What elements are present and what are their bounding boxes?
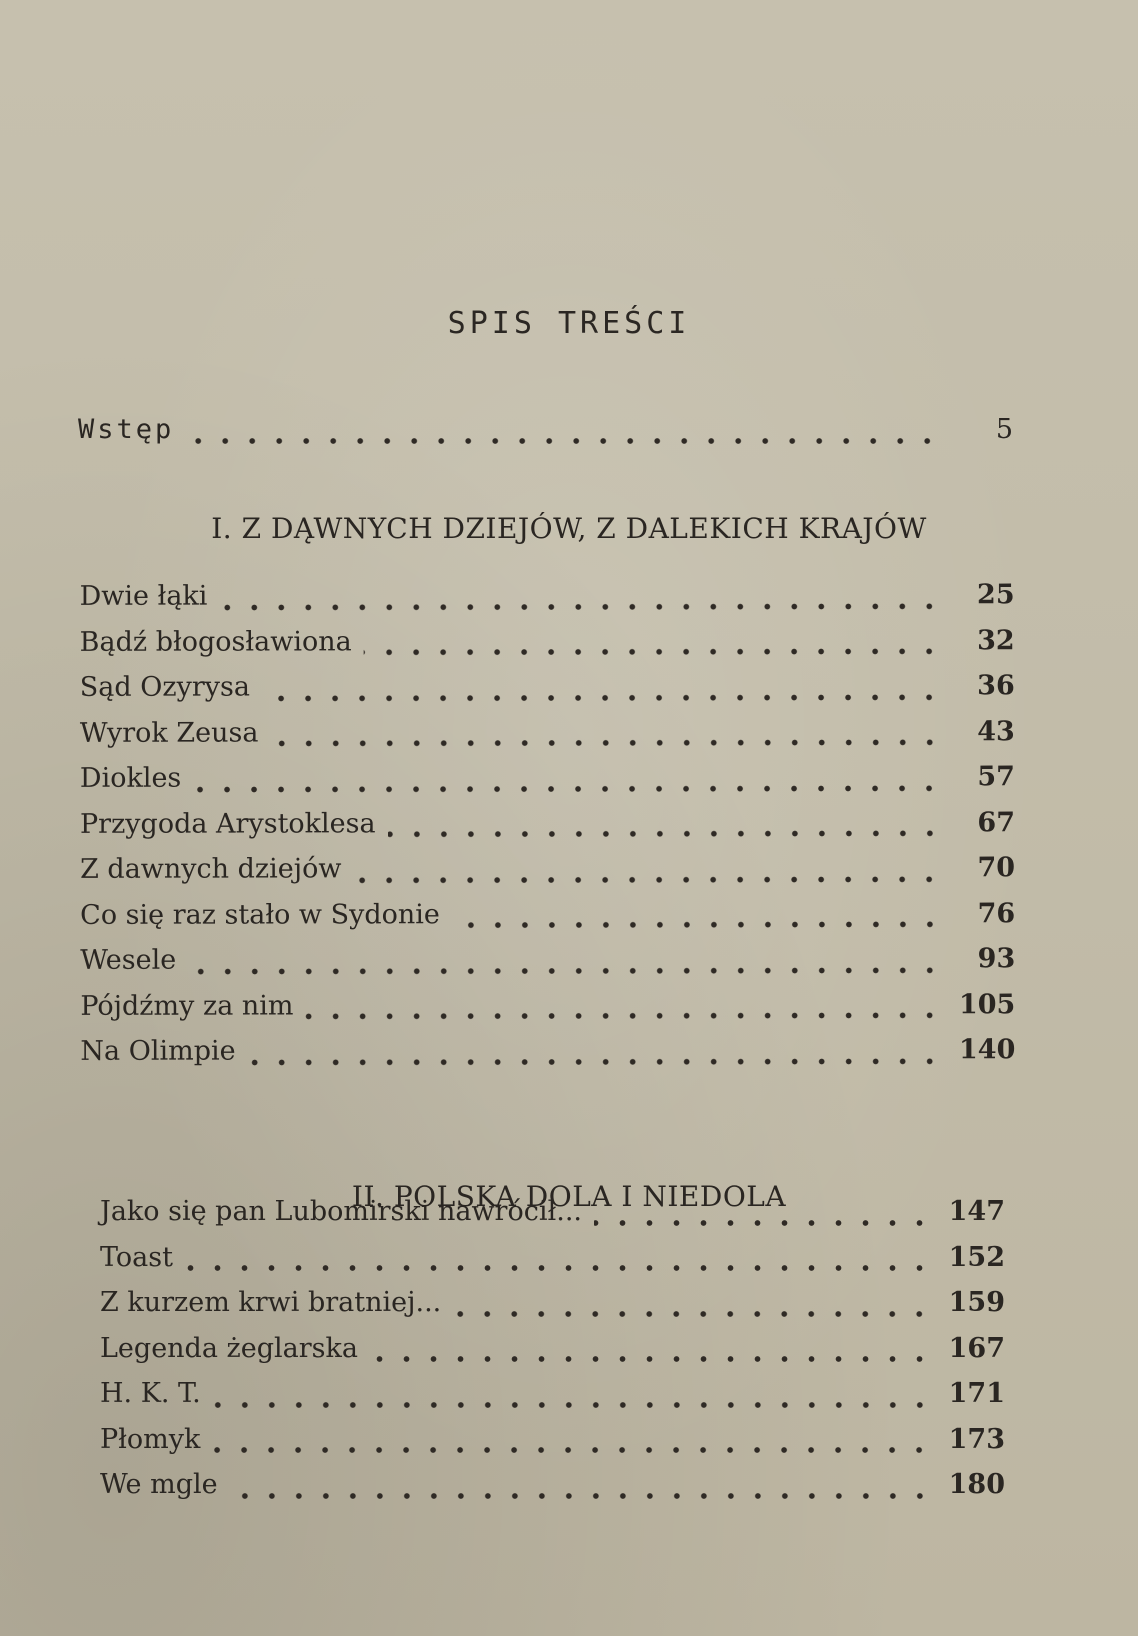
toc-entry-page: 180 <box>948 1469 1005 1500</box>
dot-leader <box>370 1354 933 1364</box>
toc-entry-page: 93 <box>977 943 1016 975</box>
toc-entry-page: 173 <box>948 1423 1005 1455</box>
section-heading-1: I. Z DĄWNYCH DZIEJÓW, Z DALEKICH KRAJÓW <box>211 512 927 545</box>
toc-entry-label: Płomyk <box>100 1423 201 1455</box>
toc-entry-page: 25 <box>976 579 1015 611</box>
dot-leader <box>193 783 943 794</box>
toc-entry-page: 5 <box>995 414 1013 445</box>
toc-entry-intro <box>78 414 1013 460</box>
toc-entry-page: 70 <box>977 852 1016 884</box>
dot-leader <box>262 692 943 703</box>
toc-entry <box>80 898 1015 945</box>
toc-entry <box>100 1242 1005 1288</box>
toc-entry <box>100 1424 1005 1470</box>
toc-entry-page: 167 <box>948 1332 1005 1364</box>
toc-entry <box>100 1333 1005 1379</box>
dot-leader <box>188 965 943 976</box>
toc-entry <box>80 943 1015 990</box>
dot-leader <box>186 436 941 446</box>
toc-entry <box>80 1034 1015 1081</box>
dot-leader <box>594 1218 933 1228</box>
toc-entry <box>100 1378 1005 1424</box>
toc-entry-page: 32 <box>977 624 1015 656</box>
toc-entry-page: 67 <box>977 806 1016 838</box>
toc-entry <box>80 989 1015 1036</box>
toc-entry-label: Wesele <box>80 944 177 976</box>
toc-entry <box>80 716 1015 763</box>
section-heading-2: II. POLSKA DOLA I NIEDOLA <box>351 1180 787 1213</box>
dot-leader <box>185 1263 933 1273</box>
toc-entry <box>80 807 1015 854</box>
toc-entry <box>80 852 1015 899</box>
toc-entry-label: Toast <box>100 1241 173 1273</box>
toc-entry <box>100 1196 1005 1242</box>
toc-section-2 <box>100 1196 1005 1515</box>
toc-entry-page: 152 <box>948 1241 1005 1273</box>
dot-leader <box>212 1445 933 1455</box>
toc-entry <box>80 670 1015 717</box>
toc-entry-page: 171 <box>948 1378 1005 1409</box>
toc-entry-page: 140 <box>958 1034 1016 1066</box>
toc-entry-page: 147 <box>948 1196 1005 1227</box>
toc-intro <box>78 414 1013 460</box>
dot-leader <box>354 874 944 885</box>
page-title: SPIS TREŚCI <box>447 306 691 341</box>
toc-entry <box>80 625 1015 672</box>
toc-entry-label: Z kurzem krwi bratniej... <box>100 1287 442 1318</box>
dot-leader <box>213 1400 933 1410</box>
dot-leader <box>364 647 943 658</box>
toc-entry-page: 36 <box>977 670 1015 702</box>
toc-entry-label: Przygoda Arystoklesa <box>79 807 376 840</box>
toc-section-1 <box>80 579 1016 1081</box>
toc-entry-label: Na Olimpie <box>80 1035 236 1067</box>
toc-entry-label: Bądź błogosławiona <box>79 625 352 658</box>
dot-leader <box>452 920 943 931</box>
toc-entry <box>100 1287 1005 1333</box>
toc-entry-page: 43 <box>977 715 1015 747</box>
dot-leader <box>219 601 942 612</box>
toc-entry-label: Jako się pan Lubomirski nawrócił... <box>100 1196 582 1227</box>
dot-leader <box>230 1491 933 1501</box>
toc-entry <box>80 579 1015 626</box>
toc-entry-page: 57 <box>977 761 1015 793</box>
toc-entry-label: We mgle <box>100 1469 218 1500</box>
toc-entry <box>80 761 1015 808</box>
toc-entry-label: H. K. T. <box>100 1378 201 1409</box>
toc-entry-label: Dwie łąki <box>79 580 208 612</box>
toc-entry-label: Z dawnych dziejów <box>80 853 342 885</box>
toc-entry-label: Wyrok Zeusa <box>79 717 259 749</box>
toc-entry-page: 76 <box>977 897 1016 929</box>
toc-entry-page: 105 <box>958 988 1016 1020</box>
dot-leader <box>306 1011 944 1022</box>
toc-entry-label: Sąd Ozyrysa <box>79 671 250 703</box>
dot-leader <box>248 1056 944 1067</box>
toc-entry-label: Diokles <box>79 762 182 794</box>
toc-entry-label: Wstęp <box>78 414 175 445</box>
toc-entry-page: 159 <box>948 1287 1005 1318</box>
toc-entry-label: Legenda żeglarska <box>100 1332 358 1364</box>
toc-entry <box>100 1469 1005 1515</box>
toc-entry-label: Co się raz stało w Sydonie <box>80 898 440 931</box>
dot-leader <box>388 829 943 840</box>
toc-entry-label: Pójdźmy za nim <box>80 989 294 1022</box>
dot-leader <box>270 738 942 749</box>
dot-leader <box>453 1309 933 1319</box>
